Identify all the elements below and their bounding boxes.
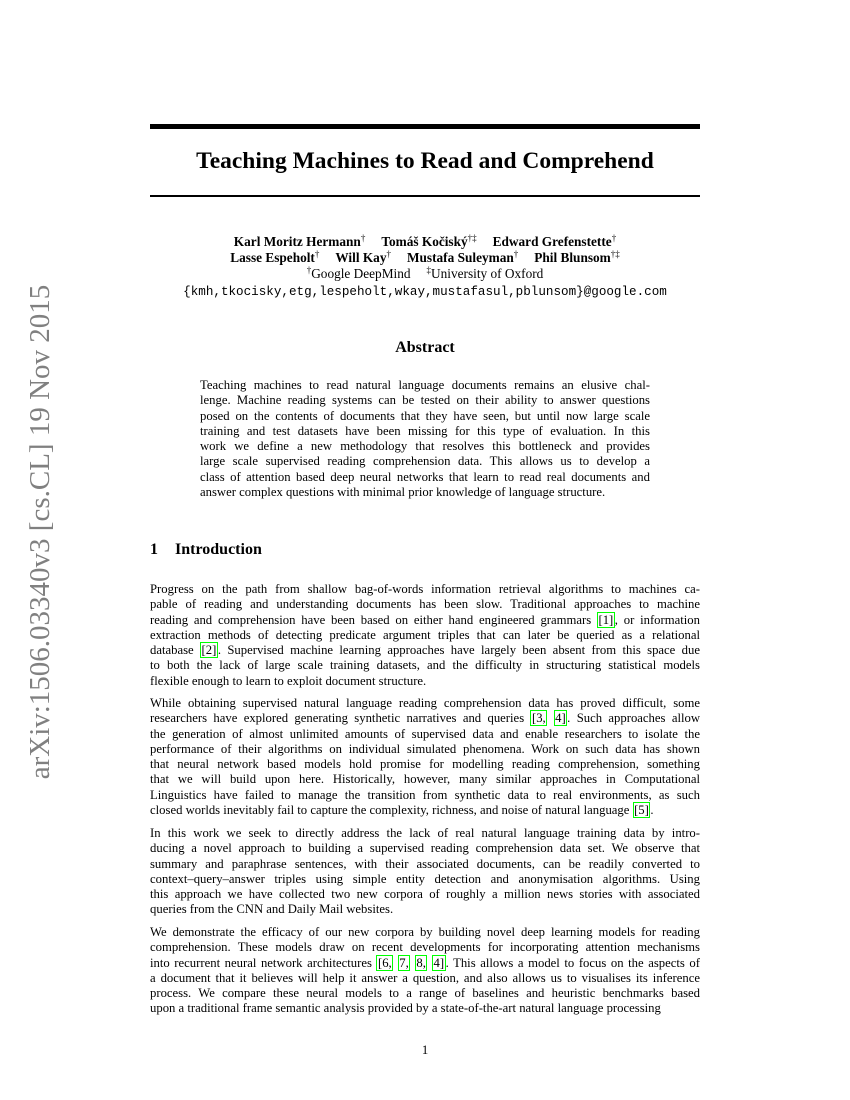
author-name: Edward Grefenstette — [492, 234, 612, 249]
text-line: into recurrent neural network architectures [6, 7, 8, 4] . This allows a model to focus on the aspects of — [150, 955, 701, 970]
text-line: comprehension. These models draw on recent developments for incorporating attention mechanisms — [150, 940, 700, 955]
text-line: that we will build upon here. Historically, however, many similar approaches in Computational — [150, 772, 700, 787]
author-name: Tomáš Kočiský — [381, 234, 468, 249]
arxiv-stamp-text: arXiv:1506.03340v3 [cs.CL] 19 Nov 2015 — [24, 284, 56, 780]
text-line: pable of reading and understanding documents has been slow. Traditional approaches to machine — [150, 597, 700, 612]
citation-link[interactable]: [6, — [377, 955, 392, 970]
author-emails: {kmh,tkocisky,etg,lespeholt,wkay,mustafasul,pblunsom}@google.com — [183, 285, 667, 299]
text-line: performance of their algorithms on individual simulated phenomena. Work on such data has shown — [150, 741, 700, 756]
affiliation-mark: † — [360, 233, 366, 243]
affiliation-mark: † — [611, 233, 617, 243]
abstract-line: posed on the contents of documents that they have seen, but until now large scale — [200, 408, 650, 423]
text-line: extraction methods of detecting predicate argument triples that can later be queried as a relational — [150, 627, 700, 642]
abstract-line: class of attention based deep neural networks that learn to read real documents and — [200, 469, 650, 484]
text-line: database [2] . Supervised machine learning approaches have largely been absent from this space due — [150, 643, 700, 658]
affiliation-mark: †‡ — [467, 233, 477, 243]
text-line: a document that it believes will help it answer a question, and also allows us to visualises its inference — [150, 970, 700, 985]
text-line: the generation of almost unlimited amounts of supervised data and enable researchers to isolate the — [150, 726, 700, 741]
abstract-line: large scale supervised reading comprehension data. This allows us to develop a — [200, 454, 650, 469]
abstract-line: lenge. Machine reading systems can be tested on their ability to answer questions — [200, 393, 650, 408]
author-name: Karl Moritz Hermann — [233, 234, 361, 249]
author-name: Will Kay — [335, 250, 387, 265]
text-line: summary and paraphrase sentences, with their associated documents, can be readily converted to — [150, 856, 700, 871]
paragraph-1 — [150, 582, 700, 689]
citation-link[interactable]: 8, — [416, 955, 426, 970]
affiliation-name: University of Oxford — [431, 266, 544, 281]
paragraph-2 — [150, 696, 700, 818]
text-line: researchers have explored generating synthetic narratives and queries [3, 4] . Such approaches allow — [150, 711, 701, 726]
text-line: ducing a novel approach to building a supervised reading comprehension data set. We observe that — [150, 841, 700, 856]
text-line: Linguistics have failed to manage the transition from synthetic data to real environments, as such — [150, 787, 700, 802]
affiliation-mark: † — [513, 249, 519, 259]
affiliation-name: Google DeepMind — [311, 266, 411, 281]
citation-link[interactable]: [3, — [531, 711, 546, 726]
affiliations — [150, 266, 700, 282]
paragraph-3 — [150, 826, 700, 918]
citation-link[interactable]: [5] — [634, 803, 649, 818]
author-name: Mustafa Suleyman — [406, 250, 514, 265]
author-row-1 — [150, 234, 700, 250]
text-line: In this work we seek to directly address the lack of real natural language training data by intro- — [150, 826, 700, 840]
affiliation-mark: † — [306, 265, 312, 275]
text-line: reading and comprehension have been based on either hand engineered grammars [1] , or information — [150, 612, 700, 627]
author-row-2 — [150, 250, 700, 266]
abstract-line: answer complex questions with minimal prior knowledge of language structure. — [200, 485, 606, 500]
citation-link[interactable]: 7, — [399, 955, 409, 970]
author-name: Phil Blunsom — [534, 250, 611, 265]
text-line: We demonstrate the efficacy of our new corpora by building novel deep learning models for reading — [150, 925, 700, 939]
affiliation-mark: ‡ — [426, 265, 432, 275]
citation-link[interactable]: 4] — [555, 711, 566, 726]
author-block — [150, 234, 700, 282]
abstract-line: training and test datasets have been missing for this type of evaluation. In this — [200, 423, 650, 438]
paper-title: Teaching Machines to Read and Comprehend — [196, 148, 654, 174]
citation-link[interactable]: [1] — [598, 612, 614, 627]
citation-link[interactable]: [2] — [201, 643, 217, 658]
abstract-heading: Abstract — [395, 339, 455, 356]
section-number: 1 — [150, 541, 158, 558]
title-rule-top — [150, 124, 700, 129]
citation-link[interactable]: 4] — [433, 955, 445, 970]
affiliation-mark: †‡ — [610, 249, 620, 259]
abstract-line: Teaching machines to read natural language documents remains an elusive chal- — [200, 378, 650, 392]
abstract-body — [200, 378, 650, 500]
text-line: upon a traditional frame semantic analysis provided by a state-of-the-art natural language processing — [150, 1001, 661, 1016]
text-line: that neural network based models hold promise for modelling reading comprehension, something — [150, 757, 700, 772]
text-line: context–query–answer triples using simple entity detection and anonymisation algorithms. Using — [150, 871, 700, 886]
page-number: 1 — [421, 1043, 429, 1057]
text-line: closed worlds inevitably fail to capture the complexity, richness, and noise of natural language [5] . — [150, 803, 654, 818]
author-name: Lasse Espeholt — [230, 250, 315, 265]
text-line: Progress on the path from shallow bag-of-words information retrieval algorithms to machines ca- — [150, 582, 700, 596]
affiliation-mark: † — [386, 249, 391, 259]
abstract-line: work we define a new methodology that resolves this bottleneck and provides — [200, 439, 650, 454]
section-heading-introduction — [150, 540, 262, 560]
text-line: queries from the CNN and Daily Mail websites. — [150, 902, 394, 917]
text-line: process. We compare these neural models to a range of baselines and heuristic benchmarks based — [150, 986, 700, 1001]
text-line: While obtaining supervised natural language reading comprehension data has proved difficult, some — [150, 696, 700, 710]
affiliation-mark: † — [314, 249, 320, 259]
section-title: Introduction — [175, 541, 262, 558]
text-line: to both the lack of large scale training datasets, and the difficulty in structuring statistical models — [150, 658, 700, 673]
title-rule-bottom — [150, 195, 700, 197]
text-line: this approach we have collected two new corpora of roughly a million news stories with associated — [150, 887, 700, 902]
text-line: flexible enough to learn to exploit document structure. — [150, 673, 427, 688]
paragraph-4 — [150, 925, 700, 1017]
